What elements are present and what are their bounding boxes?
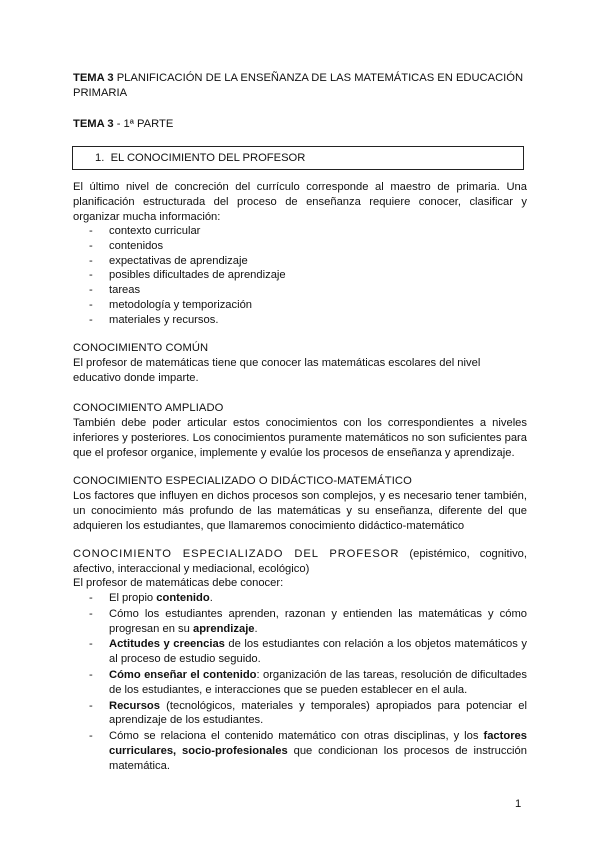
- document-title: [73, 71, 527, 101]
- section1-intro: El último nivel de concreción del currículo corresponde al maestro de primaria. Una planificación estructurada del proceso de enseñanza requiere conocer, clasificar y organizar mucha información:: [73, 181, 527, 223]
- list-item: - expectativas de aprendizaje: [73, 254, 527, 269]
- list-item-emphasis: Actitudes y creencias: [109, 638, 225, 651]
- part-text: - 1ª PARTE: [116, 118, 174, 130]
- profesor-heading: CONOCIMIENTO ESPECIALIZADO DEL PROFESOR: [73, 548, 400, 560]
- profesor-list: [73, 591, 527, 775]
- page-number: 1: [515, 798, 522, 810]
- list-item: [73, 591, 527, 606]
- part-label: TEMA 3: [73, 118, 114, 130]
- ampliado-text: También debe poder articular estos conocimientos con los correspondientes a niveles inferiores y posteriores. Los conocimientos puramente matemáticos no son suficientes para que el profesor organice, implemente y evalúe los procesos de enseñanza y aprendizaje.: [73, 417, 527, 459]
- list-item: [73, 699, 527, 729]
- list-item: - posibles dificultades de aprendizaje: [73, 268, 527, 283]
- section1-list: [73, 224, 527, 328]
- profesor-heading-block: [73, 547, 527, 577]
- section-heading-text: EL CONOCIMIENTO DEL PROFESOR: [110, 152, 306, 164]
- list-item: [73, 729, 527, 773]
- didactico-text: Los factores que influyen en dichos procesos son complejos, y es necesario tener también, un conocimiento más profundo de las matemáticas y su enseñanza, diferente del que adquieren los estudiantes, que llamaremos conocimiento didáctico-matemático: [73, 490, 527, 532]
- section-heading: [95, 152, 305, 165]
- list-item-text: (tecnológicos, materiales y temporales) apropiados para potenciar el aprendizaje de los estudiantes.: [109, 699, 527, 727]
- list-item: - materiales y recursos.: [73, 313, 527, 328]
- list-item-text: .: [209, 592, 213, 604]
- list-item: - tareas: [73, 283, 527, 298]
- profesor-heading-suffix: (epistémico, cognitivo, afectivo, interaccional y mediacional, ecológico): [73, 548, 527, 575]
- list-item-emphasis: aprendizaje: [192, 622, 255, 635]
- comun-text: El profesor de matemáticas tiene que conocer las matemáticas escolares del nivel educativo donde imparte.: [73, 357, 481, 384]
- profesor-intro: El profesor de matemáticas debe conocer:: [73, 577, 284, 589]
- list-item: - contexto curricular: [73, 224, 527, 239]
- list-item-text: de los estudiantes con relación a los objetos matemáticos y al proceso de estudio seguido.: [109, 638, 527, 666]
- list-item-text: : organización de las tareas, resolución de dificultades de los estudiantes, e interacciones que se pueden establecer en el aula.: [109, 668, 527, 696]
- list-item-emphasis: contenido: [156, 592, 210, 604]
- ampliado-heading: CONOCIMIENTO AMPLIADO: [73, 402, 224, 414]
- list-item-text: que condicionan los procesos de instrucción matemática.: [109, 744, 527, 772]
- tema-title-line2: PRIMARIA: [73, 87, 128, 99]
- didactico-heading: CONOCIMIENTO ESPECIALIZADO O DIDÁCTICO-MATEMÁTICO: [73, 475, 412, 487]
- tema-label: TEMA 3: [73, 72, 114, 84]
- section-number: 1.: [95, 152, 105, 164]
- list-item-text: .: [254, 622, 258, 635]
- list-item: - contenidos: [73, 239, 527, 254]
- list-item-text: El propio: [109, 592, 157, 604]
- list-item-emphasis: Cómo enseñar el contenido: [109, 668, 257, 681]
- list-item-emphasis: Recursos: [109, 699, 160, 712]
- list-item-text: Cómo los estudiantes aprenden, razonan y entienden las matemáticas y cómo progresan en su: [109, 607, 527, 635]
- tema-title-line1: PLANIFICACIÓN DE LA ENSEÑANZA DE LAS MATEMÁTICAS EN EDUCACIÓN: [116, 72, 524, 84]
- list-item: [73, 607, 527, 637]
- list-item: [73, 668, 527, 698]
- comun-heading: CONOCIMIENTO COMÚN: [73, 342, 209, 354]
- section-heading-box: [72, 146, 524, 170]
- list-item-emphasis: factores curriculares, socio-profesionales: [109, 730, 527, 757]
- list-item-text: Cómo se relaciona el contenido matemático con otras disciplinas, y los: [109, 730, 484, 743]
- part-subtitle: [73, 117, 527, 132]
- list-item: - metodología y temporización: [73, 298, 527, 313]
- list-item: [73, 637, 527, 667]
